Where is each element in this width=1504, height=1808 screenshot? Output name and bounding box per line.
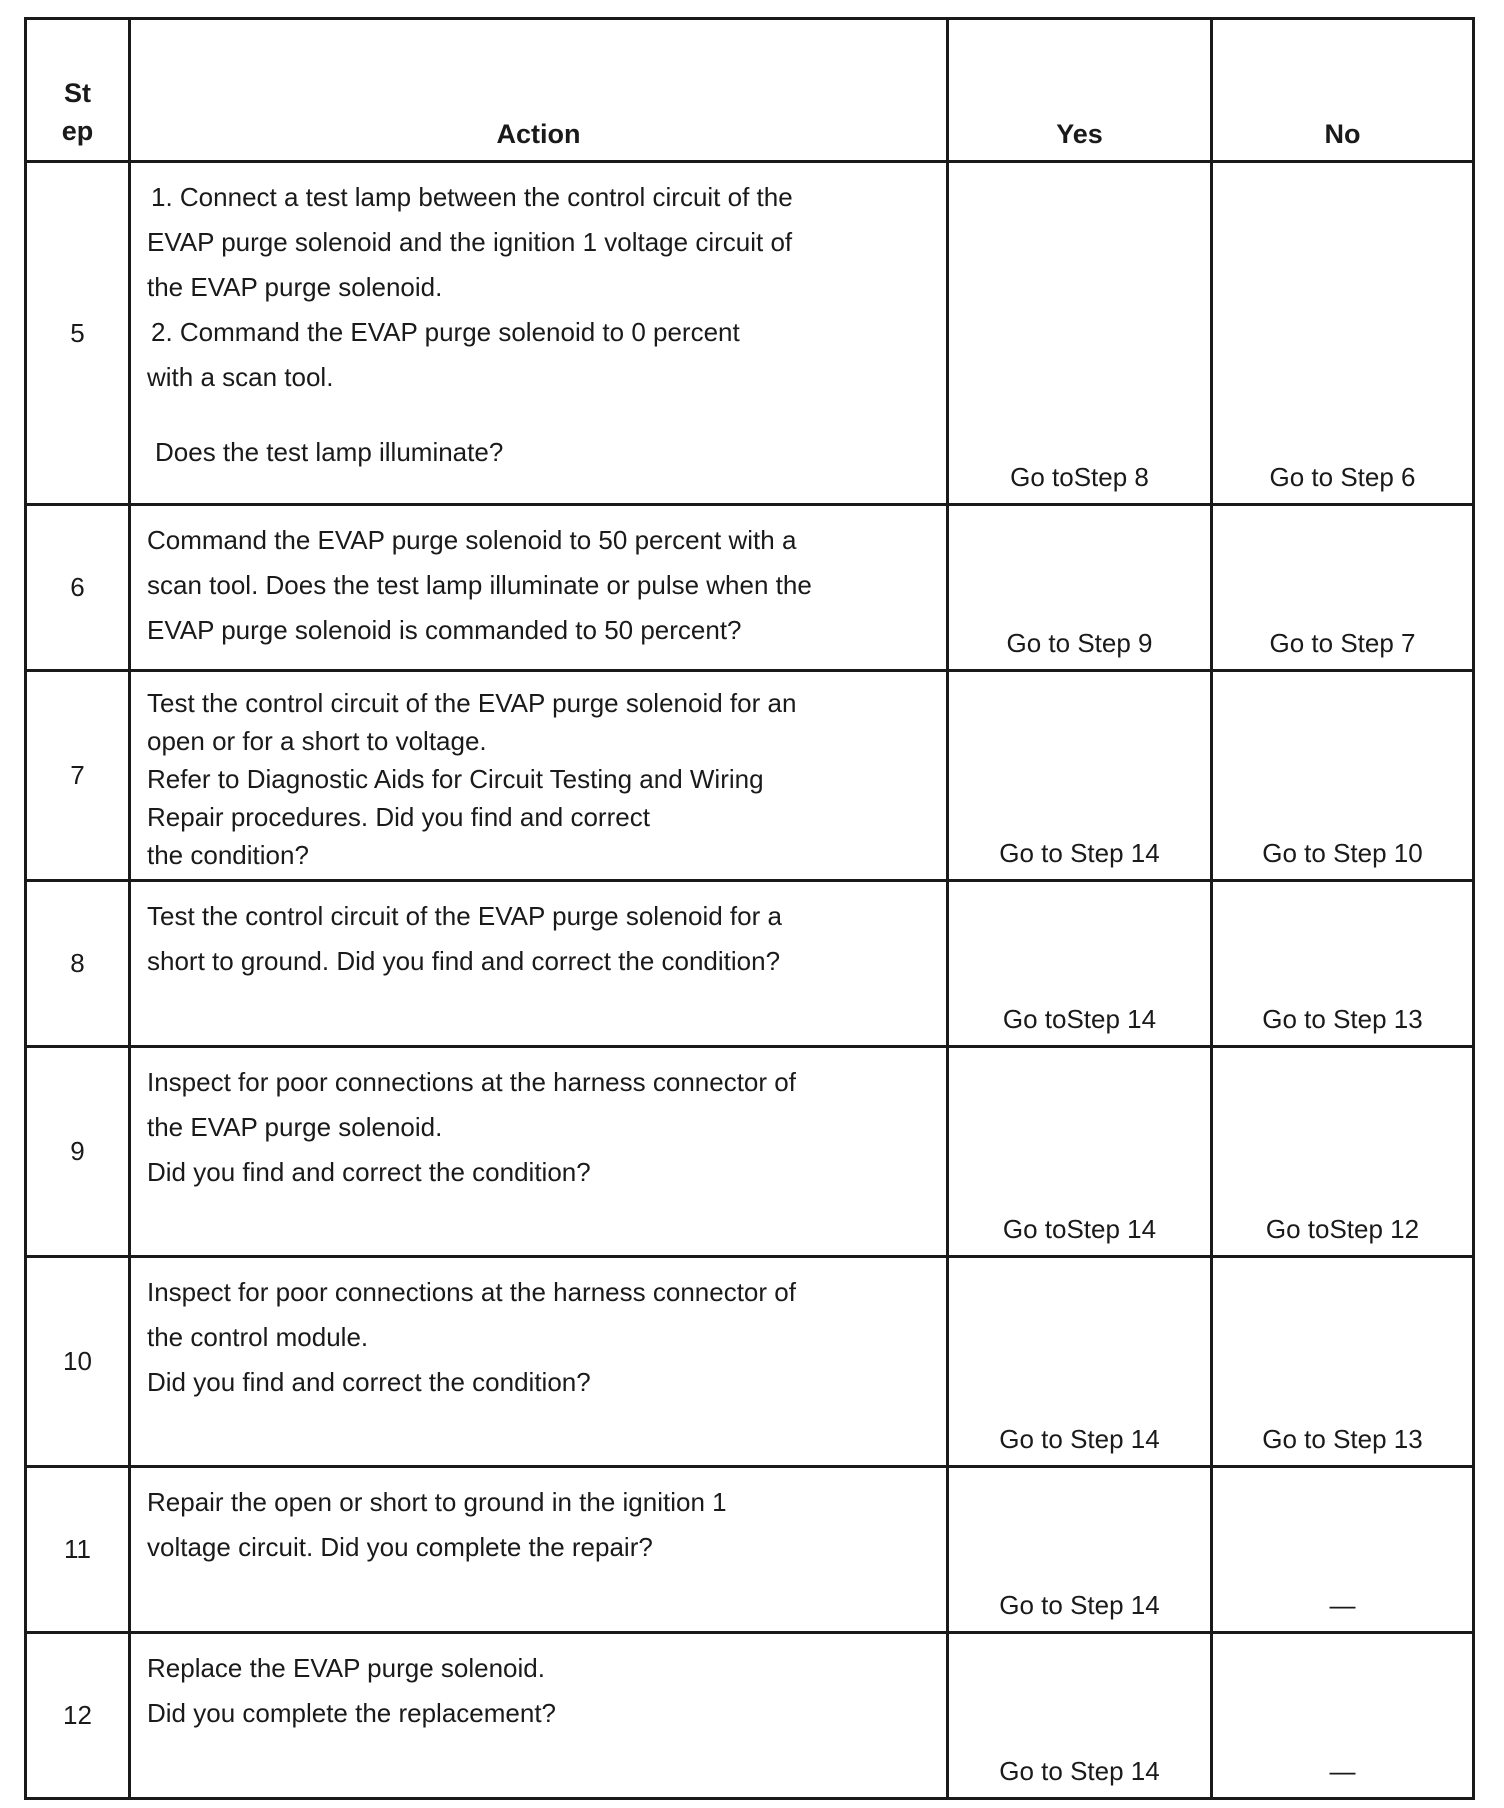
table-row <box>26 671 1474 881</box>
action-cell <box>130 1633 948 1799</box>
step-number: 8 <box>26 881 130 1047</box>
step-number: 9 <box>26 1047 130 1257</box>
no-cell: Go toStep 12 <box>1212 1047 1474 1257</box>
action-line: with a scan tool. <box>147 362 334 392</box>
action-line: the control module. <box>147 1322 369 1352</box>
no-cell: Go to Step 10 <box>1212 671 1474 881</box>
action-line: short to ground. Did you find and correct the condition? <box>147 946 781 976</box>
step-number: 11 <box>26 1467 130 1633</box>
no-cell: — <box>1212 1467 1474 1633</box>
no-cell: Go to Step 13 <box>1212 881 1474 1047</box>
step-number: 5 <box>26 162 130 505</box>
no-cell: Go to Step 13 <box>1212 1257 1474 1467</box>
yes-cell: Go to Step 14 <box>948 1257 1212 1467</box>
table-row <box>26 881 1474 1047</box>
action-line: Test the control circuit of the EVAP purge solenoid for a <box>147 901 782 931</box>
yes-cell: Go toStep 14 <box>948 1047 1212 1257</box>
action-cell <box>130 1047 948 1257</box>
action-line: open or for a short to voltage. <box>147 726 487 756</box>
action-line: Did you find and correct the condition? <box>147 1157 591 1187</box>
header-step-line2: ep <box>61 116 94 146</box>
action-line: Did you find and correct the condition? <box>147 1367 591 1397</box>
yes-cell: Go to Step 14 <box>948 1467 1212 1633</box>
action-line: 1. Connect a test lamp between the control circuit of the <box>151 182 793 212</box>
action-line: the condition? <box>147 840 309 870</box>
action-line: Repair the open or short to ground in the ignition 1 <box>147 1487 727 1517</box>
action-cell <box>130 1467 948 1633</box>
table-row <box>26 1047 1474 1257</box>
action-line: Test the control circuit of the EVAP purge solenoid for an <box>147 688 797 718</box>
table-row <box>26 505 1474 671</box>
yes-cell: Go toStep 8 <box>948 162 1212 505</box>
action-line: Did you complete the replacement? <box>147 1698 557 1728</box>
step-number: 6 <box>26 505 130 671</box>
header-action: Action <box>130 19 948 162</box>
step-number: 7 <box>26 671 130 881</box>
header-step-line1: St <box>64 78 91 108</box>
table-row <box>26 1467 1474 1633</box>
action-line: the EVAP purge solenoid. <box>147 272 443 302</box>
header-step <box>26 19 130 162</box>
action-line: Replace the EVAP purge solenoid. <box>147 1653 545 1683</box>
action-cell <box>130 162 948 505</box>
action-line: EVAP purge solenoid is commanded to 50 percent? <box>147 615 742 645</box>
table-row <box>26 1257 1474 1467</box>
action-line: Repair procedures. Did you find and correct <box>147 802 650 832</box>
header-no: No <box>1212 19 1474 162</box>
diagnostic-table <box>24 17 1475 1800</box>
no-cell: — <box>1212 1633 1474 1799</box>
table-row <box>26 162 1474 505</box>
action-cell <box>130 671 948 881</box>
table-row <box>26 1633 1474 1799</box>
action-line: 2. Command the EVAP purge solenoid to 0 percent <box>151 317 740 347</box>
action-line: Refer to Diagnostic Aids for Circuit Testing and Wiring <box>147 764 764 794</box>
action-line: Command the EVAP purge solenoid to 50 percent with a <box>147 525 797 555</box>
yes-cell: Go toStep 14 <box>948 881 1212 1047</box>
header-yes: Yes <box>948 19 1212 162</box>
header-row <box>26 19 1474 162</box>
no-cell: Go to Step 6 <box>1212 162 1474 505</box>
yes-cell: Go to Step 14 <box>948 671 1212 881</box>
action-cell <box>130 505 948 671</box>
no-cell: Go to Step 7 <box>1212 505 1474 671</box>
yes-cell: Go to Step 9 <box>948 505 1212 671</box>
action-line: scan tool. Does the test lamp illuminate or pulse when the <box>147 570 812 600</box>
action-question: Does the test lamp illuminate? <box>155 437 504 467</box>
action-cell <box>130 881 948 1047</box>
action-cell <box>130 1257 948 1467</box>
action-line: voltage circuit. Did you complete the repair? <box>147 1532 653 1562</box>
action-line: Inspect for poor connections at the harness connector of <box>147 1277 796 1307</box>
step-number: 12 <box>26 1633 130 1799</box>
action-line: EVAP purge solenoid and the ignition 1 voltage circuit of <box>147 227 793 257</box>
action-line: the EVAP purge solenoid. <box>147 1112 443 1142</box>
action-line: Inspect for poor connections at the harness connector of <box>147 1067 796 1097</box>
yes-cell: Go to Step 14 <box>948 1633 1212 1799</box>
step-number: 10 <box>26 1257 130 1467</box>
